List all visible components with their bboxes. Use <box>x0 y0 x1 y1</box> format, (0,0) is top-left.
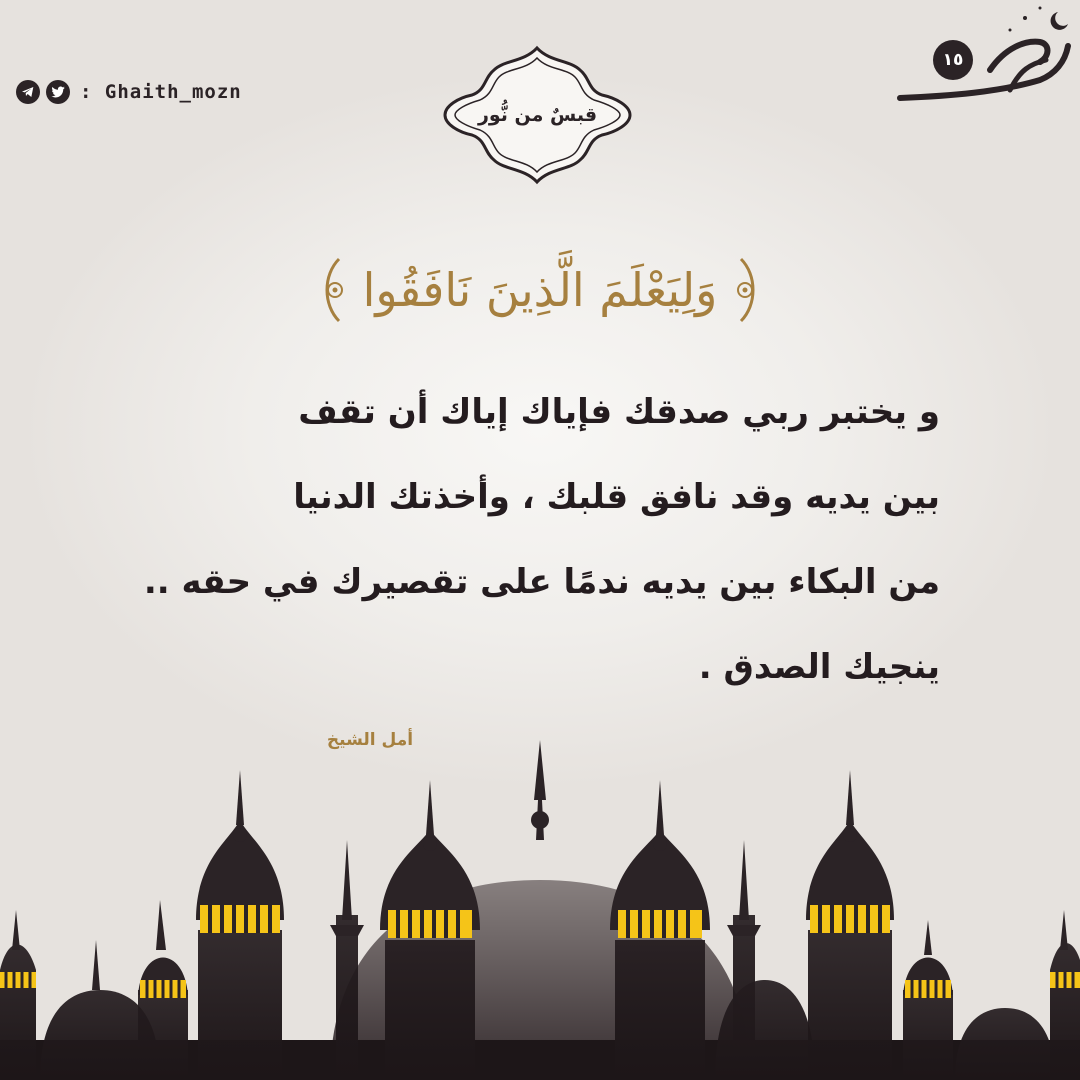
text-line: من البكاء بين يديه ندمًا على تقصيرك في حقه .. <box>143 562 940 602</box>
series-badge <box>430 40 645 190</box>
day-number-badge: ١٥ <box>933 40 973 80</box>
handle-text: : Ghaith_mozn <box>80 81 242 103</box>
verse-ornament-left <box>731 255 765 325</box>
reflection-text <box>140 375 940 715</box>
quran-verse <box>240 250 840 330</box>
verse-ornament-right <box>315 255 349 325</box>
badge-label: قبسٌ من نُّور <box>477 104 598 126</box>
text-line: و يختبر ربي صدقك فإياك إياك أن تقف <box>298 392 940 432</box>
telegram-icon[interactable] <box>16 80 40 104</box>
verse-text: وَلِيَعْلَمَ الَّذِينَ نَافَقُوا <box>362 263 718 317</box>
twitter-icon[interactable] <box>46 80 70 104</box>
mosque-silhouette <box>0 740 1080 1080</box>
author-name: أمل الشيخ <box>326 730 414 750</box>
ramadan-logo <box>890 0 1080 120</box>
text-line: بين يديه وقد نافق قلبك ، وأخذتك الدنيا <box>293 477 940 517</box>
social-handle <box>16 78 242 106</box>
text-line: ينجيك الصدق . <box>698 647 940 687</box>
